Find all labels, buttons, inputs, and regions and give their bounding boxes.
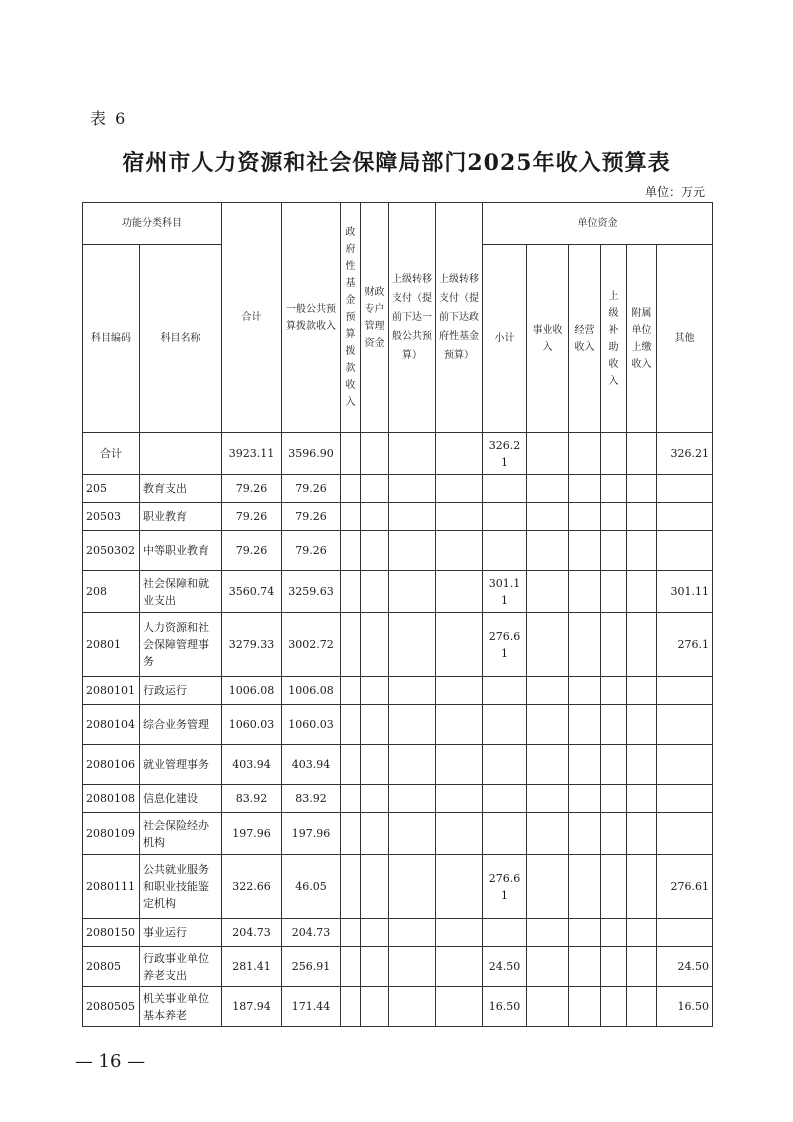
row-fiscal-special xyxy=(361,813,389,855)
row-subtotal: 326.21 xyxy=(483,433,527,475)
row-other xyxy=(657,503,713,531)
row-upper-subsidy xyxy=(601,855,627,919)
row-other: 16.50 xyxy=(657,987,713,1027)
row-code: 20801 xyxy=(83,613,140,677)
row-upper-transfer xyxy=(389,919,436,947)
header-affiliated-income: 附属单位上缴收入 xyxy=(627,245,657,433)
row-upper-transfer-fund xyxy=(436,613,483,677)
row-upper-transfer xyxy=(389,475,436,503)
row-upper-transfer-fund xyxy=(436,705,483,745)
row-code: 2080505 xyxy=(83,987,140,1027)
row-general-budget: 3002.72 xyxy=(282,613,341,677)
row-operating-income xyxy=(569,813,601,855)
row-name: 社会保障和就业支出 xyxy=(140,571,222,613)
row-fiscal-special xyxy=(361,571,389,613)
row-fiscal-special xyxy=(361,531,389,571)
row-career-income xyxy=(527,433,569,475)
row-upper-subsidy xyxy=(601,745,627,785)
row-operating-income xyxy=(569,613,601,677)
row-affiliated-income xyxy=(627,919,657,947)
row-total: 79.26 xyxy=(222,503,282,531)
row-career-income xyxy=(527,785,569,813)
table-row xyxy=(83,855,713,919)
row-other xyxy=(657,475,713,503)
row-affiliated-income xyxy=(627,433,657,475)
row-subtotal xyxy=(483,705,527,745)
row-total: 204.73 xyxy=(222,919,282,947)
row-upper-transfer xyxy=(389,987,436,1027)
row-general-budget: 204.73 xyxy=(282,919,341,947)
unit-note: 单位：万元 xyxy=(644,185,705,199)
row-code: 2080106 xyxy=(83,745,140,785)
row-general-budget: 403.94 xyxy=(282,745,341,785)
row-operating-income xyxy=(569,475,601,503)
table-row xyxy=(83,503,713,531)
table-row xyxy=(83,987,713,1027)
row-upper-transfer xyxy=(389,705,436,745)
row-general-budget: 46.05 xyxy=(282,855,341,919)
row-upper-transfer-fund xyxy=(436,475,483,503)
row-general-budget: 79.26 xyxy=(282,503,341,531)
row-upper-transfer-fund xyxy=(436,531,483,571)
row-total: 197.96 xyxy=(222,813,282,855)
row-subtotal xyxy=(483,677,527,705)
row-gov-fund xyxy=(341,919,361,947)
row-total: 79.26 xyxy=(222,475,282,503)
row-operating-income xyxy=(569,531,601,571)
row-fiscal-special xyxy=(361,919,389,947)
row-career-income xyxy=(527,919,569,947)
row-general-budget: 3596.90 xyxy=(282,433,341,475)
row-other: 301.11 xyxy=(657,571,713,613)
row-gov-fund xyxy=(341,475,361,503)
row-fiscal-special xyxy=(361,705,389,745)
row-career-income xyxy=(527,813,569,855)
row-subtotal: 301.11 xyxy=(483,571,527,613)
row-upper-transfer-fund xyxy=(436,919,483,947)
row-name: 人力资源和社会保障管理事务 xyxy=(140,613,222,677)
row-name: 就业管理事务 xyxy=(140,745,222,785)
row-operating-income xyxy=(569,785,601,813)
row-upper-subsidy xyxy=(601,613,627,677)
row-upper-transfer xyxy=(389,745,436,785)
row-other xyxy=(657,677,713,705)
header-upper-transfer-fund: 上级转移支付（提前下达政府性基金预算） xyxy=(436,203,483,433)
row-name: 行政运行 xyxy=(140,677,222,705)
table-row xyxy=(83,613,713,677)
header-total: 合计 xyxy=(222,203,282,433)
row-upper-subsidy xyxy=(601,433,627,475)
row-other: 326.21 xyxy=(657,433,713,475)
table-label: 表 6 xyxy=(90,109,128,128)
row-other: 276.61 xyxy=(657,855,713,919)
row-career-income xyxy=(527,475,569,503)
row-upper-subsidy xyxy=(601,677,627,705)
row-operating-income xyxy=(569,503,601,531)
row-upper-transfer xyxy=(389,947,436,987)
row-total: 79.26 xyxy=(222,531,282,571)
row-subtotal: 276.61 xyxy=(483,613,527,677)
row-upper-transfer xyxy=(389,531,436,571)
row-code: 2080101 xyxy=(83,677,140,705)
row-operating-income xyxy=(569,745,601,785)
table-row xyxy=(83,947,713,987)
row-upper-transfer xyxy=(389,855,436,919)
row-affiliated-income xyxy=(627,677,657,705)
table-row xyxy=(83,531,713,571)
row-general-budget: 1006.08 xyxy=(282,677,341,705)
table-row xyxy=(83,433,713,475)
document-title: 宿州市人力资源和社会保障局部门2025年收入预算表 xyxy=(122,150,671,176)
row-affiliated-income xyxy=(627,705,657,745)
row-career-income xyxy=(527,855,569,919)
row-upper-subsidy xyxy=(601,987,627,1027)
row-fiscal-special xyxy=(361,433,389,475)
row-subtotal xyxy=(483,531,527,571)
income-budget-table xyxy=(82,202,713,1027)
row-fiscal-special xyxy=(361,947,389,987)
header-upper-transfer: 上级转移支付（提前下达一般公共预算） xyxy=(389,203,436,433)
row-upper-transfer-fund xyxy=(436,571,483,613)
row-upper-transfer xyxy=(389,785,436,813)
row-subtotal xyxy=(483,813,527,855)
header-row-1 xyxy=(83,203,713,245)
row-total: 1006.08 xyxy=(222,677,282,705)
row-affiliated-income xyxy=(627,475,657,503)
row-subtotal xyxy=(483,475,527,503)
table-row xyxy=(83,919,713,947)
row-code: 2080104 xyxy=(83,705,140,745)
row-code: 2080150 xyxy=(83,919,140,947)
row-affiliated-income xyxy=(627,987,657,1027)
row-upper-transfer xyxy=(389,571,436,613)
row-subtotal xyxy=(483,745,527,785)
row-subtotal: 24.50 xyxy=(483,947,527,987)
row-upper-subsidy xyxy=(601,947,627,987)
row-operating-income xyxy=(569,987,601,1027)
row-general-budget: 1060.03 xyxy=(282,705,341,745)
row-general-budget: 256.91 xyxy=(282,947,341,987)
row-upper-subsidy xyxy=(601,813,627,855)
row-general-budget: 197.96 xyxy=(282,813,341,855)
row-gov-fund xyxy=(341,677,361,705)
row-affiliated-income xyxy=(627,813,657,855)
row-affiliated-income xyxy=(627,571,657,613)
row-career-income xyxy=(527,613,569,677)
row-code: 208 xyxy=(83,571,140,613)
row-code: 20805 xyxy=(83,947,140,987)
row-total: 1060.03 xyxy=(222,705,282,745)
row-gov-fund xyxy=(341,705,361,745)
row-name: 信息化建设 xyxy=(140,785,222,813)
row-gov-fund xyxy=(341,785,361,813)
row-upper-transfer-fund xyxy=(436,745,483,785)
header-gov-fund: 政府性基金预算拨款收入 xyxy=(341,203,361,433)
row-upper-transfer xyxy=(389,813,436,855)
row-affiliated-income xyxy=(627,613,657,677)
page-number: — 16 — xyxy=(74,1051,146,1072)
row-code: 2080109 xyxy=(83,813,140,855)
row-subtotal: 16.50 xyxy=(483,987,527,1027)
row-gov-fund xyxy=(341,947,361,987)
row-total: 281.41 xyxy=(222,947,282,987)
row-career-income xyxy=(527,745,569,785)
row-fiscal-special xyxy=(361,785,389,813)
row-name xyxy=(140,433,222,475)
row-fiscal-special xyxy=(361,855,389,919)
row-other xyxy=(657,813,713,855)
row-upper-transfer-fund xyxy=(436,813,483,855)
row-gov-fund xyxy=(341,571,361,613)
row-upper-subsidy xyxy=(601,571,627,613)
row-fiscal-special xyxy=(361,745,389,785)
row-affiliated-income xyxy=(627,503,657,531)
row-other xyxy=(657,705,713,745)
row-total: 187.94 xyxy=(222,987,282,1027)
row-name: 中等职业教育 xyxy=(140,531,222,571)
row-career-income xyxy=(527,531,569,571)
row-upper-subsidy xyxy=(601,919,627,947)
row-upper-subsidy xyxy=(601,785,627,813)
row-affiliated-income xyxy=(627,745,657,785)
row-general-budget: 79.26 xyxy=(282,475,341,503)
row-name: 公共就业服务和职业技能鉴定机构 xyxy=(140,855,222,919)
row-affiliated-income xyxy=(627,855,657,919)
header-general-budget: 一般公共预算拨款收入 xyxy=(282,203,341,433)
row-name: 机关事业单位基本养老 xyxy=(140,987,222,1027)
row-career-income xyxy=(527,987,569,1027)
table-row xyxy=(83,571,713,613)
row-total: 3279.33 xyxy=(222,613,282,677)
table-row xyxy=(83,705,713,745)
row-upper-transfer-fund xyxy=(436,987,483,1027)
row-fiscal-special xyxy=(361,613,389,677)
row-other: 24.50 xyxy=(657,947,713,987)
table-row xyxy=(83,745,713,785)
row-other xyxy=(657,531,713,571)
row-operating-income xyxy=(569,571,601,613)
row-gov-fund xyxy=(341,503,361,531)
row-total: 3560.74 xyxy=(222,571,282,613)
header-operating-income: 经营收入 xyxy=(569,245,601,433)
table-row xyxy=(83,475,713,503)
row-upper-subsidy xyxy=(601,475,627,503)
row-upper-transfer-fund xyxy=(436,433,483,475)
row-code: 205 xyxy=(83,475,140,503)
row-upper-transfer xyxy=(389,677,436,705)
row-upper-transfer-fund xyxy=(436,785,483,813)
row-affiliated-income xyxy=(627,785,657,813)
row-operating-income xyxy=(569,855,601,919)
row-name: 事业运行 xyxy=(140,919,222,947)
row-operating-income xyxy=(569,919,601,947)
header-upper-subsidy: 上级补助收入 xyxy=(601,245,627,433)
row-total: 403.94 xyxy=(222,745,282,785)
row-fiscal-special xyxy=(361,475,389,503)
row-affiliated-income xyxy=(627,947,657,987)
row-name: 教育支出 xyxy=(140,475,222,503)
header-other: 其他 xyxy=(657,245,713,433)
header-name: 科目名称 xyxy=(140,245,222,433)
row-name: 社会保险经办机构 xyxy=(140,813,222,855)
row-fiscal-special xyxy=(361,503,389,531)
row-operating-income xyxy=(569,677,601,705)
row-subtotal xyxy=(483,919,527,947)
row-upper-transfer-fund xyxy=(436,855,483,919)
row-name: 综合业务管理 xyxy=(140,705,222,745)
header-code: 科目编码 xyxy=(83,245,140,433)
row-upper-transfer xyxy=(389,503,436,531)
row-gov-fund xyxy=(341,855,361,919)
row-affiliated-income xyxy=(627,531,657,571)
row-upper-transfer xyxy=(389,613,436,677)
header-fiscal-special: 财政专户管理资金 xyxy=(361,203,389,433)
row-gov-fund xyxy=(341,531,361,571)
row-career-income xyxy=(527,947,569,987)
row-name: 行政事业单位养老支出 xyxy=(140,947,222,987)
row-code: 合计 xyxy=(83,433,140,475)
table-row xyxy=(83,677,713,705)
row-upper-transfer-fund xyxy=(436,677,483,705)
row-fiscal-special xyxy=(361,677,389,705)
row-gov-fund xyxy=(341,813,361,855)
row-fiscal-special xyxy=(361,987,389,1027)
row-total: 83.92 xyxy=(222,785,282,813)
row-gov-fund xyxy=(341,613,361,677)
row-other: 276.1 xyxy=(657,613,713,677)
table-row xyxy=(83,785,713,813)
row-career-income xyxy=(527,571,569,613)
row-general-budget: 3259.63 xyxy=(282,571,341,613)
table-row xyxy=(83,813,713,855)
row-other xyxy=(657,919,713,947)
row-operating-income xyxy=(569,433,601,475)
row-upper-subsidy xyxy=(601,705,627,745)
row-code: 2050302 xyxy=(83,531,140,571)
row-code: 20503 xyxy=(83,503,140,531)
row-general-budget: 171.44 xyxy=(282,987,341,1027)
row-code: 2080111 xyxy=(83,855,140,919)
row-gov-fund xyxy=(341,745,361,785)
header-subtotal: 小计 xyxy=(483,245,527,433)
row-upper-transfer-fund xyxy=(436,503,483,531)
row-career-income xyxy=(527,503,569,531)
row-career-income xyxy=(527,677,569,705)
row-subtotal xyxy=(483,503,527,531)
row-other xyxy=(657,785,713,813)
row-operating-income xyxy=(569,705,601,745)
row-upper-subsidy xyxy=(601,503,627,531)
row-code: 2080108 xyxy=(83,785,140,813)
row-total: 3923.11 xyxy=(222,433,282,475)
row-upper-subsidy xyxy=(601,531,627,571)
row-name: 职业教育 xyxy=(140,503,222,531)
row-other xyxy=(657,745,713,785)
row-general-budget: 83.92 xyxy=(282,785,341,813)
row-gov-fund xyxy=(341,987,361,1027)
row-upper-transfer-fund xyxy=(436,947,483,987)
row-gov-fund xyxy=(341,433,361,475)
row-subtotal xyxy=(483,785,527,813)
row-operating-income xyxy=(569,947,601,987)
header-func-group: 功能分类科目 xyxy=(83,203,222,245)
row-upper-transfer xyxy=(389,433,436,475)
row-career-income xyxy=(527,705,569,745)
row-general-budget: 79.26 xyxy=(282,531,341,571)
row-subtotal: 276.61 xyxy=(483,855,527,919)
header-career-income: 事业收入 xyxy=(527,245,569,433)
header-unit-funds: 单位资金 xyxy=(483,203,713,245)
row-total: 322.66 xyxy=(222,855,282,919)
